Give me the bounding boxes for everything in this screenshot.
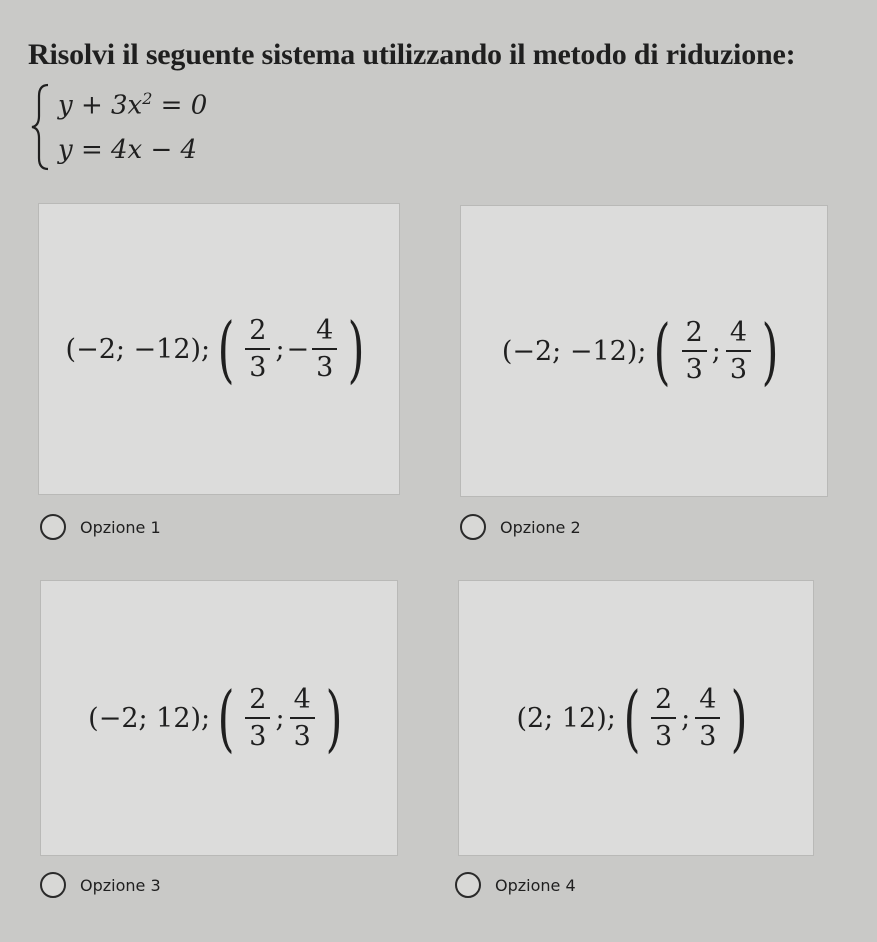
equation-system bbox=[30, 82, 207, 172]
fraction: $\frac{2}{3}$ bbox=[245, 684, 270, 752]
radio-circle-icon[interactable] bbox=[455, 872, 481, 898]
answer-expression: (−2; 12); ( $\frac{2}{3}$ ; $\frac{4}{3}$ ) bbox=[88, 676, 343, 760]
option-4-radio[interactable] bbox=[455, 872, 576, 898]
option-2-radio[interactable] bbox=[460, 514, 581, 540]
fraction: $\frac{4}{3}$ bbox=[726, 317, 751, 385]
radio-circle-icon[interactable] bbox=[40, 872, 66, 898]
equation-2: y = 4x − 4 bbox=[58, 134, 198, 165]
question-title: Risolvi il seguente sistema utilizzando il metodo di riduzione: bbox=[28, 38, 796, 71]
option-label: Opzione 2 bbox=[500, 517, 581, 537]
curly-brace-icon bbox=[30, 82, 52, 172]
radio-circle-icon[interactable] bbox=[460, 514, 486, 540]
answer-expression: (2; 12); ( $\frac{2}{3}$ ; $\frac{4}{3}$ ) bbox=[516, 676, 748, 760]
answer-card-3[interactable] bbox=[40, 580, 398, 856]
fraction: $\frac{4}{3}$ bbox=[695, 684, 720, 752]
fraction: $\frac{4}{3}$ bbox=[290, 684, 315, 752]
fraction: $\frac{4}{3}$ bbox=[312, 315, 337, 383]
answer-card-2[interactable] bbox=[460, 205, 828, 497]
fraction: $\frac{2}{3}$ bbox=[245, 315, 270, 383]
option-label: Opzione 4 bbox=[495, 875, 576, 895]
answer-card-4[interactable] bbox=[458, 580, 814, 856]
option-3-radio[interactable] bbox=[40, 872, 161, 898]
option-label: Opzione 1 bbox=[80, 517, 161, 537]
answer-card-1[interactable] bbox=[38, 203, 400, 495]
answer-expression: (−2; −12); ( $\frac{2}{3}$ ; − $\frac{4}{3}$ ) bbox=[65, 307, 365, 391]
option-1-radio[interactable] bbox=[40, 514, 161, 540]
equation-1: $y + 3x^2 = 0$ bbox=[58, 89, 208, 121]
fraction: $\frac{2}{3}$ bbox=[651, 684, 676, 752]
radio-circle-icon[interactable] bbox=[40, 514, 66, 540]
option-label: Opzione 3 bbox=[80, 875, 161, 895]
fraction: $\frac{2}{3}$ bbox=[682, 317, 707, 385]
answer-expression: (−2; −12); ( $\frac{2}{3}$ ; $\frac{4}{3}$ ) bbox=[501, 309, 779, 393]
